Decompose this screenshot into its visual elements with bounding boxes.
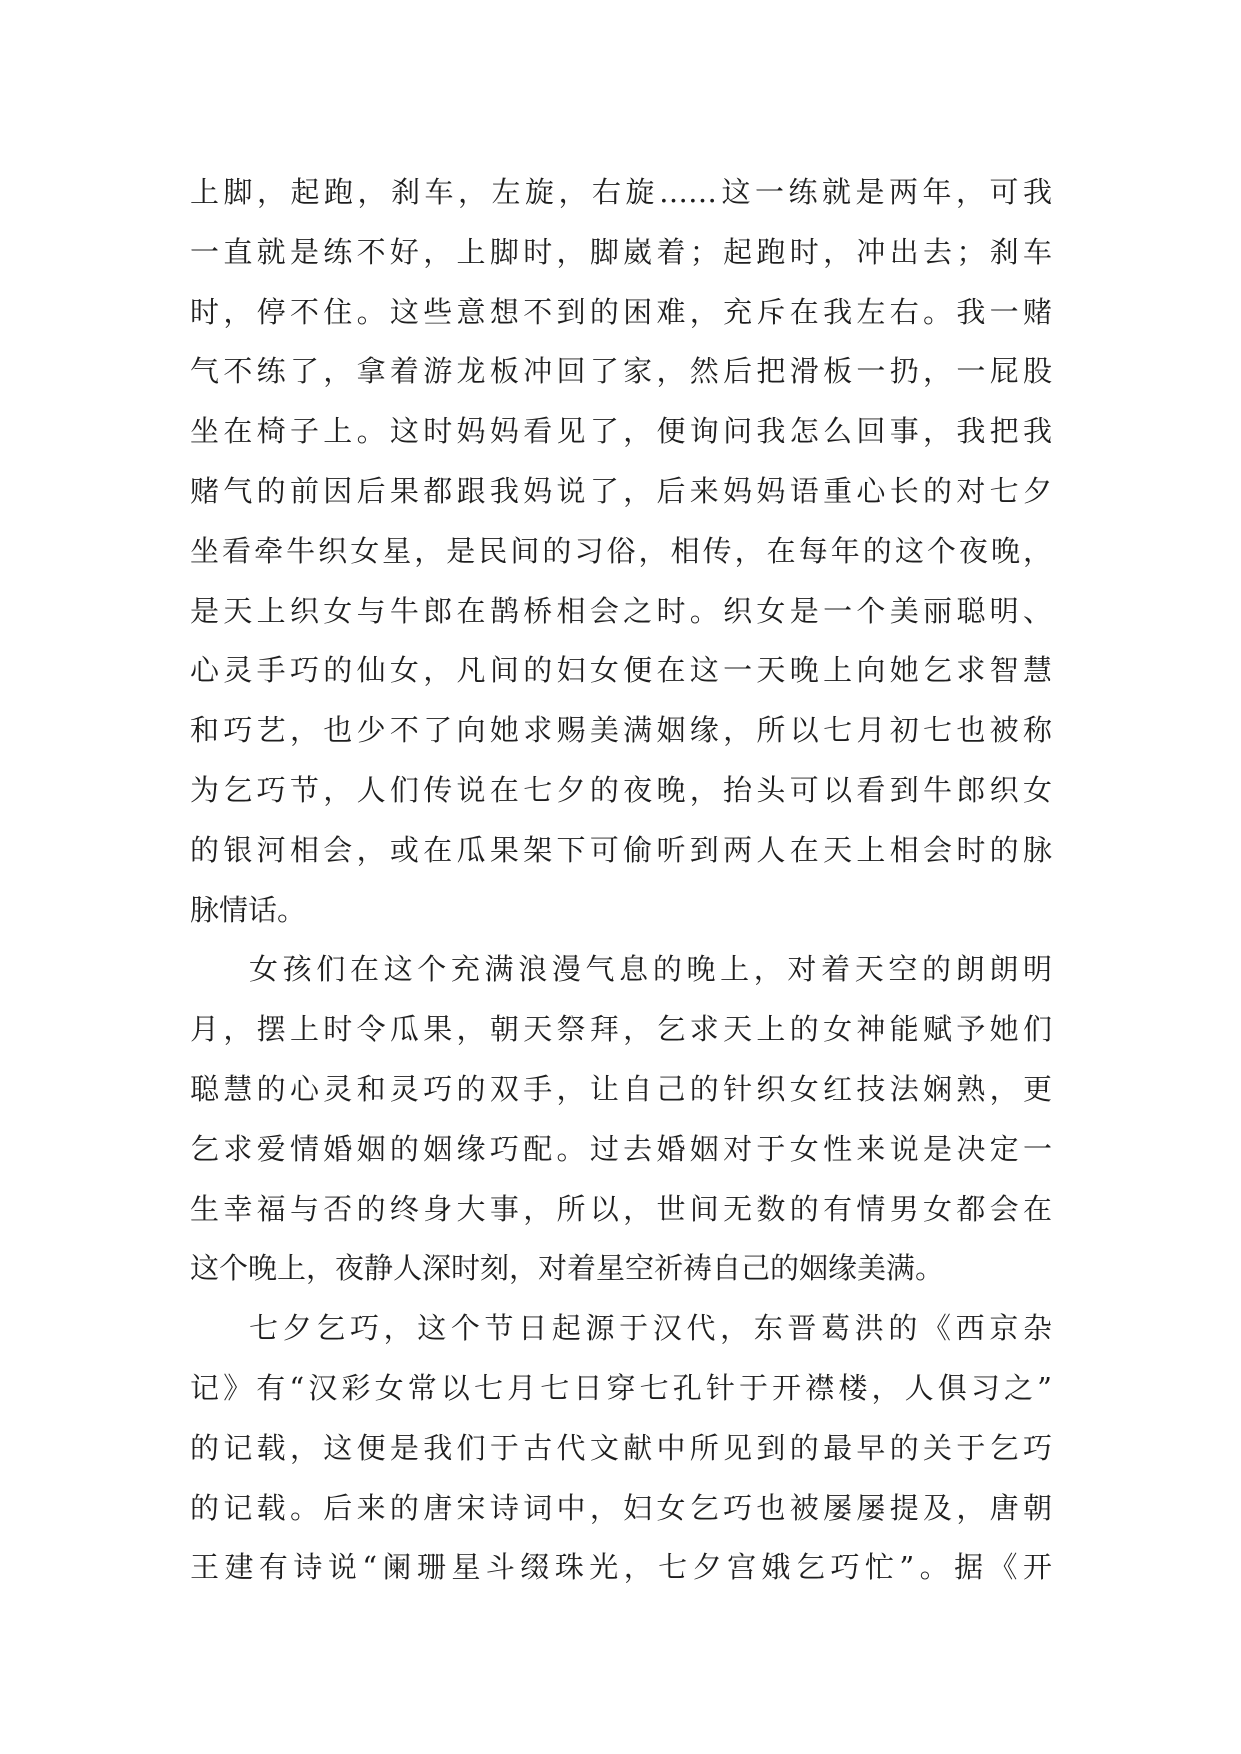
text-line: 时，停不住。这些意想不到的困难，充斥在我左右。我一赌 bbox=[190, 294, 1052, 329]
text-line: 生幸福与否的终身大事，所以，世间无数的有情男女都会在 bbox=[190, 1191, 1052, 1226]
text-line: 记》有“汉彩女常以七月七日穿七孔针于开襟楼，人俱习之” bbox=[190, 1370, 1052, 1405]
text-line: 和巧艺，也少不了向她求赐美满姻缘，所以七月初七也被称 bbox=[190, 713, 1052, 748]
text-line: 上脚，起跑，刹车，左旋，右旋……这一练就是两年，可我 bbox=[190, 175, 1052, 209]
text-line: 的银河相会，或在瓜果架下可偷听到两人在天上相会时的脉 bbox=[190, 832, 1052, 867]
text-line: 脉情话。 bbox=[190, 892, 307, 927]
text-line: 坐看牵牛织女星，是民间的习俗，相传，在每年的这个夜晚， bbox=[190, 533, 1052, 568]
text-line: 的记载，这便是我们于古代文献中所见到的最早的关于乞巧 bbox=[190, 1430, 1052, 1465]
text-line: 一直就是练不好，上脚时，脚崴着；起跑时，冲出去；刹车 bbox=[190, 234, 1052, 269]
document-body bbox=[190, 163, 1052, 1598]
text-line: 是天上织女与牛郎在鹊桥相会之时。织女是一个美丽聪明、 bbox=[190, 593, 1052, 628]
text-line: 的记载。后来的唐宋诗词中，妇女乞巧也被屡屡提及，唐朝 bbox=[190, 1490, 1052, 1525]
text-line: 为乞巧节，人们传说在七夕的夜晚，抬头可以看到牛郎织女 bbox=[190, 772, 1052, 807]
text-line: 赌气的前因后果都跟我妈说了，后来妈妈语重心长的对七夕 bbox=[190, 473, 1052, 508]
text-line: 心灵手巧的仙女，凡间的妇女便在这一天晚上向她乞求智慧 bbox=[190, 653, 1052, 688]
text-line: 月，摆上时令瓜果，朝天祭拜，乞求天上的女神能赋予她们 bbox=[190, 1012, 1052, 1047]
text-line: 王建有诗说“阑珊星斗缀珠光，七夕宫娥乞巧忙”。据《开 bbox=[190, 1550, 1052, 1585]
text-line: 女孩们在这个充满浪漫气息的晚上，对着天空的朗朗明 bbox=[249, 952, 1052, 987]
text-line: 这个晚上，夜静人深时刻，对着星空祈祷自己的姻缘美满。 bbox=[190, 1251, 945, 1286]
text-line: 乞求爱情婚姻的姻缘巧配。过去婚姻对于女性来说是决定一 bbox=[190, 1131, 1052, 1166]
text-line: 坐在椅子上。这时妈妈看见了，便询问我怎么回事，我把我 bbox=[190, 414, 1052, 449]
text-line: 气不练了，拿着游龙板冲回了家，然后把滑板一扔，一屁股 bbox=[190, 354, 1052, 389]
text-line: 聪慧的心灵和灵巧的双手，让自己的针织女红技法娴熟，更 bbox=[190, 1071, 1052, 1106]
text-line: 七夕乞巧，这个节日起源于汉代，东晋葛洪的《西京杂 bbox=[249, 1311, 1052, 1346]
